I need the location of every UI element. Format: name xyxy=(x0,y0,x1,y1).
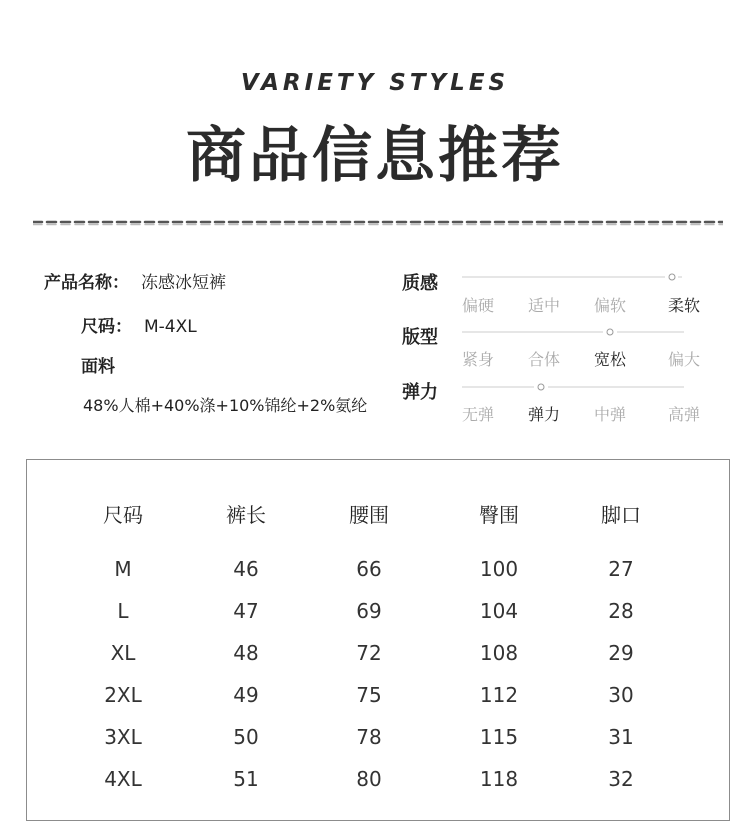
product-size-value: M-4XL xyxy=(144,317,197,337)
size-table-cell: 48 xyxy=(233,641,259,665)
size-table-header-2: 腰围 xyxy=(349,503,389,527)
attr-texture-option-4: 柔软 xyxy=(667,296,700,315)
attr-texture-scale xyxy=(462,271,684,283)
section-divider xyxy=(33,220,723,226)
size-table-header-3: 臀围 xyxy=(479,503,519,527)
attr-stretch-option-3: 中弹 xyxy=(593,405,626,424)
size-table-cell: 66 xyxy=(356,557,382,581)
size-table-cell: 28 xyxy=(608,599,634,623)
attr-texture-option-3: 偏软 xyxy=(593,296,626,315)
size-table-cell: 75 xyxy=(356,683,382,707)
product-size-label: 尺码： xyxy=(81,317,132,337)
size-table-cell: L xyxy=(117,599,129,623)
size-table-cell: 30 xyxy=(608,683,634,707)
attr-texture-option-1: 偏硬 xyxy=(461,296,494,315)
product-name-row xyxy=(44,268,226,293)
size-table-cell: 104 xyxy=(479,599,519,623)
attr-fit-option-2: 合体 xyxy=(527,350,560,369)
attr-texture-option-2: 适中 xyxy=(527,296,560,315)
size-table-header-0: 尺码 xyxy=(103,503,143,527)
size-table-header-4: 脚口 xyxy=(601,503,641,527)
size-table-cell: 32 xyxy=(608,767,634,791)
product-fabric-label-row xyxy=(81,352,115,377)
size-table-cell: 108 xyxy=(479,641,519,665)
size-table-cell: 27 xyxy=(608,557,634,581)
size-table-cell: 78 xyxy=(356,725,382,749)
size-table-cell: 4XL xyxy=(104,767,142,791)
attr-stretch-scale xyxy=(462,381,684,393)
size-table-cell: 31 xyxy=(608,725,634,749)
attr-stretch-option-1: 无弹 xyxy=(461,405,494,424)
size-table-cell: 50 xyxy=(233,725,259,749)
attr-stretch-option-4: 高弹 xyxy=(667,405,700,424)
size-table-cell: 100 xyxy=(479,557,519,581)
product-size-row xyxy=(81,312,197,337)
size-table-cell: XL xyxy=(110,641,136,665)
product-fabric-value-row xyxy=(83,393,367,416)
product-fabric-label: 面料 xyxy=(81,357,115,377)
size-table-header-1: 裤长 xyxy=(226,503,266,527)
size-table-cell: 47 xyxy=(233,599,259,623)
header-title-cn: 商品信息推荐 xyxy=(186,121,564,191)
header-title-en: VARIETY STYLES xyxy=(240,70,510,96)
size-table-cell: 51 xyxy=(233,767,259,791)
product-fabric-value: 48%人棉+40%涤+10%锦纶+2%氨纶 xyxy=(83,396,368,415)
attr-fit-label: 版型 xyxy=(402,327,438,348)
attr-fit-option-3: 宽松 xyxy=(593,350,626,369)
attr-fit-option-1: 紧身 xyxy=(461,350,494,369)
size-table-cell: 3XL xyxy=(104,725,142,749)
size-table-cell: 49 xyxy=(233,683,259,707)
size-table-cell: 29 xyxy=(608,641,634,665)
attr-texture-label: 质感 xyxy=(402,273,438,294)
attr-fit-option-4: 偏大 xyxy=(667,350,700,369)
product-name-label: 产品名称： xyxy=(44,273,129,293)
size-table-cell: 115 xyxy=(479,725,519,749)
size-table-cell: 69 xyxy=(356,599,382,623)
attr-stretch-option-2: 弹力 xyxy=(527,405,560,424)
size-table-cell: 112 xyxy=(479,683,519,707)
size-table-cell: 46 xyxy=(233,557,259,581)
size-table-cell: 80 xyxy=(356,767,382,791)
product-name-value: 冻感冰短裤 xyxy=(141,273,226,293)
size-table-cell: 118 xyxy=(479,767,519,791)
size-table-cell: 72 xyxy=(356,641,382,665)
size-table-cell: M xyxy=(114,557,132,581)
attr-fit-scale xyxy=(462,326,684,338)
attr-stretch-label: 弹力 xyxy=(402,382,438,403)
size-table-cell: 2XL xyxy=(104,683,142,707)
